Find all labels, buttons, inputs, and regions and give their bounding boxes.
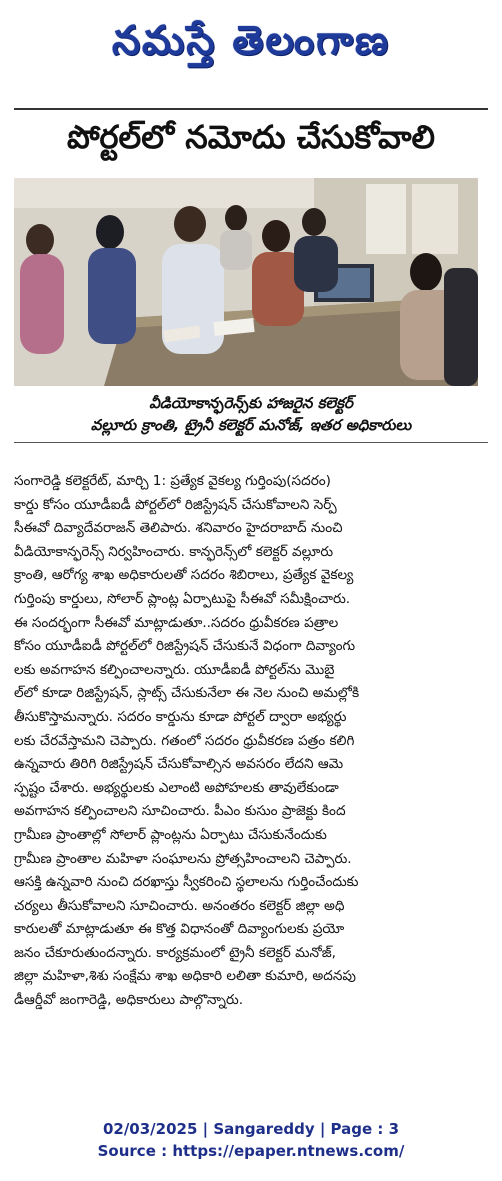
article-line: చర్యలు తీసుకోవాలని సూచించారు. అనంతరం కలెక్టర్ జిల్లా అధి <box>14 897 345 914</box>
article-line: ఉన్నవారు తిరిగి రిజిస్ట్రేషన్ చేసుకోవాల్సిన అవసరం లేదని ఆమె <box>14 756 344 773</box>
masthead <box>0 0 502 92</box>
article-line: గ్రామీణ ప్రాంతాల మహిళా సంఘాలను ప్రోత్సహించాలని చెప్పారు. <box>14 850 352 867</box>
article-line: ఈ సందర్భంగా సీఈవో మాట్లాడుతూ..సదరం ధ్రువీకరణ పత్రాల <box>14 614 339 631</box>
article-line: సంగారెడ్డి కలెక్టరేట్, మార్చి 1: ప్రత్యేక వైకల్య గుర్తింపు(సదరం) <box>14 473 331 489</box>
article-line: డీఆర్డీవో జంగారెడ్డి, అధికారులు పాల్గొన్నారు. <box>14 992 244 1009</box>
article-line: తీసుకొస్తామన్నారు. సదరం కార్డును కూడా పోర్టల్ ద్వారా అభ్యర్థు <box>14 708 347 725</box>
photo-caption <box>14 392 488 436</box>
headline-divider <box>14 108 488 110</box>
article-line: అవగాహన కల్పించాలని సూచించారు. పీఎం కుసుం ప్రాజెక్టు కింద <box>14 803 346 820</box>
article-line: కోసం యూడీఐడీ పోర్టల్‌లో రిజిస్ట్రేషన్ చేసుకునే విధంగా దివ్యాంగు <box>14 638 356 655</box>
article-line: ల్‌లో కూడా రిజిస్ట్రేషన్, స్లాట్స్ చేసుకునేలా ఈ నెల నుంచి అమల్లోకి <box>14 685 360 702</box>
caption-line-1: వీడియోకాన్ఫరెన్స్‌కు హాజరైన కలెక్టర్ <box>149 394 353 412</box>
article-line: జిల్లా మహిళా,శిశు సంక్షేమ శాఖ అధికారి లలితా కుమారి, అదనపు <box>14 968 356 985</box>
article-line: కారులతో మాట్లాడుతూ ఈ కొత్త విధానంతో దివ్యాంగులకు ప్రయో <box>14 921 345 938</box>
article-photo <box>14 178 478 386</box>
article-headline: పోర్టల్‌లో నమోదు చేసుకోవాలి <box>66 118 435 156</box>
article-line: గ్రామీణ ప్రాంతాల్లో సోలార్ ప్లాంట్లను ఏర్పాటు చేసుకునేందుకు <box>14 826 327 843</box>
caption-line-2: వల్లూరు క్రాంతి, ట్రైనీ కలెక్టర్ మనోజ్, ఇతర అధికారులు <box>90 416 412 434</box>
caption-divider <box>14 442 488 443</box>
article-line: క్రాంతి, ఆరోగ్య శాఖ అధికారులతో సదరం శిబిరాలు, ప్రత్యేక వైకల్య <box>14 567 354 584</box>
article-line: లకు చేరవేస్తామని చెప్పారు. గతంలో సదరం ధ్రువీకరణ పత్రం కలిగి <box>14 732 355 749</box>
footer-source-link[interactable]: Source : https://epaper.ntnews.com/ <box>97 1142 405 1160</box>
article-body <box>14 470 488 1013</box>
article-line: కార్డు కోసం యూడీఐడీ పోర్టల్‌లో రిజిస్ట్రేషన్ చేసుకోవాలని సెర్ప్ <box>14 496 337 513</box>
masthead-logo-text: నమస్తే తెలంగాణ <box>111 18 391 64</box>
footer-date-edition: 02/03/2025 | Sangareddy | Page : 3 <box>102 1120 400 1138</box>
article-line: గుర్తింపు కార్డులు, సోలార్ ప్లాంట్ల ఏర్పాటుపై సీఈవో సమీక్షించారు. <box>14 590 351 607</box>
article-line: వీడియోకాన్ఫరెన్స్ నిర్వహించారు. కాన్ఫరెన్స్‌లో కలెక్టర్ వల్లూరు <box>14 543 334 560</box>
article-line: ఆసక్తి ఉన్నవారి నుంచి దరఖాస్తు స్వీకరించి స్థలాలను గుర్తించేందుకు <box>14 874 359 891</box>
article-line: లకు అవగాహన కల్పించాలన్నారు. యూడీఐడీ పోర్టల్‌ను మొబై <box>14 661 335 678</box>
article-line: సీఈవో దివ్యాదేవరాజన్ తెలిపారు. శనివారం హైదరాబాద్ నుంచి <box>14 520 343 537</box>
article-line: స్పష్టం చేశారు. అభ్యర్థులకు ఎలాంటి అపోహలకు తావులేకుండా <box>14 779 339 796</box>
article-line: జనం చేకూరుతుందన్నారు. కార్యక్రమంలో ట్రైనీ కలెక్టర్ మనోజ్, <box>14 944 336 961</box>
